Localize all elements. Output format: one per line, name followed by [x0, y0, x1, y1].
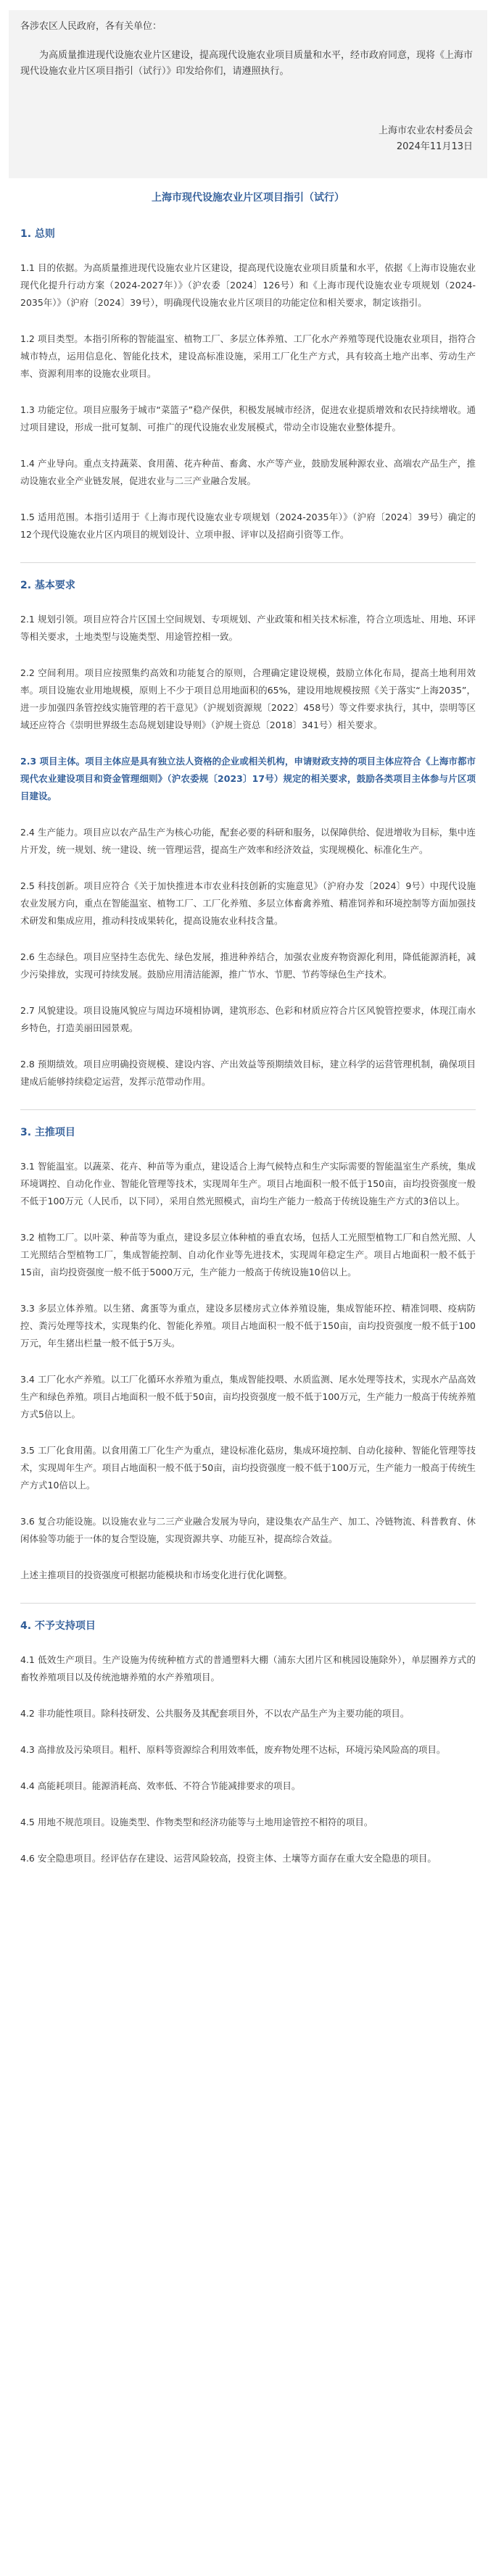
section-paragraph: 4.2 非功能性项目。除科技研发、公共服务及其配套项目外，不以农产品生产为主要功能的项目。 — [20, 1708, 410, 1719]
section-heading: 1. 总则 — [20, 228, 55, 240]
section-heading: 2. 基本要求 — [20, 580, 75, 591]
section-paragraph: 4.4 高能耗项目。能源消耗高、效率低、不符合节能减排要求的项目。 — [20, 1780, 301, 1791]
notice-box — [9, 10, 487, 178]
section-paragraph: 4.1 低效生产项目。生产设施为传统种植方式的普通塑料大棚（浦东大团片区和桃园设施除外），单层圈养方式的畜牧养殖项目以及传统池塘养殖的水产养殖项目。 — [20, 1654, 476, 1683]
section-paragraph: 3.3 多层立体养殖。以生猪、禽蛋等为重点，建设多层楼房式立体养殖设施，集成智能环控、精准饲喂、疫病防控、粪污处理等技术，实现集约化、智能化养殖。项目占地面积一般不低于150亩，亩均投资强度一般不低于100万元，年生猪出栏量一般不低于5万头。 — [20, 1303, 476, 1349]
section-paragraph: 1.5 适用范围。本指引适用于《上海市现代设施农业专项规划（2024-2035年）》（沪府〔2024〕39号）确定的12个现代设施农业片区内项目的规划设计、立项申报、评审以及招商引资等工作。 — [20, 512, 476, 540]
section-paragraph: 3.1 智能温室。以蔬菜、花卉、种苗等为重点，建设适合上海气候特点和生产实际需要的智能温室生产系统，集成环境调控、自动化作业、智能化管理等技术，实现周年生产。项目占地面积一般不低于150亩，亩均投资强度一般不低于100万元（人民币，以下同），采用自然光照模式，亩均生产能力一般高于传统设施生产方式的3倍以上。 — [20, 1161, 476, 1206]
section-paragraph: 1.4 产业导向。重点支持蔬菜、食用菌、花卉种苗、畜禽、水产等产业，鼓励发展种源农业、高端农产品生产，推动设施农业全产业链发展，促进农业与二三产业融合发展。 — [20, 458, 476, 486]
section-paragraph: 3.6 复合功能设施。以设施农业与二三产业融合发展为导向，建设集农产品生产、加工、冷链物流、科普教育、休闲体验等功能于一体的复合型设施，实现资源共享、功能互补，提高综合效益。 — [20, 1516, 476, 1544]
notice-body: 为高质量推进现代设施农业片区建设，提高现代设施农业项目质量和水平，经市政府同意，现将《上海市现代设施农业片区项目指引（试行）》印发给你们，请遵照执行。 — [20, 50, 474, 77]
section-paragraph: 2.2 空间利用。项目应按照集约高效和功能复合的原则，合理确定建设规模，鼓励立体化布局，提高土地利用效率。项目设施农业用地规模，原则上不少于项目总用地面积的65%，建设用地规模按照《关于落实“上海2035”，进一步加强四条管控线实施管理的若干意见》（沪规划资源规〔2022〕458号）等文件要求执行，其中，崇明等区域还应符合《崇明世界级生态岛规划建设导则》（沪规土资总〔2018〕341号）相关要求。 — [20, 667, 476, 730]
section-paragraph: 1.3 功能定位。项目应服务于城市“菜篮子”稳产保供，积极发展城市经济，促进农业提质增效和农民持续增收。通过项目建设，形成一批可复制、可推广的现代设施农业发展模式，带动全市设施农业整体提升。 — [20, 404, 476, 433]
notice-signature — [379, 123, 473, 155]
section-paragraph: 2.3 项目主体。项目主体应是具有独立法人资格的企业或相关机构，申请财政支持的项目主体应符合《上海市都市现代农业建设项目和资金管理细则》（沪农委规〔2023〕17号）规定的相关要求，鼓励各类项目主体参与片区项目建设。 — [20, 756, 476, 801]
section-paragraph: 4.6 安全隐患项目。经评估存在建设、运营风险较高，投资主体、土壤等方面存在重大安全隐患的项目。 — [20, 1853, 437, 1864]
section-divider — [20, 1603, 476, 1604]
section-heading: 3. 主推项目 — [20, 1127, 75, 1138]
notice-signer: 上海市农业农村委员会 — [378, 125, 473, 136]
section-paragraph: 2.5 科技创新。项目应符合《关于加快推进本市农业科技创新的实施意见》（沪府办发〔2024〕9号）中现代设施农业发展方向，重点在智能温室、植物工厂、工厂化养殖、多层立体畜禽养殖、精准饲养和环境控制等方面加强技术研发和集成应用，推动科技成果转化，提高设施农业科技含量。 — [20, 880, 476, 926]
section-paragraph: 4.5 用地不规范项目。设施类型、作物类型和经济功能等与土地用途管控不相符的项目。 — [20, 1817, 373, 1827]
section-paragraph: 上述主推项目的投资强度可根据功能模块和市场变化进行优化调整。 — [20, 1570, 293, 1580]
section-paragraph: 1.1 目的依据。为高质量推进现代设施农业片区建设，提高现代设施农业项目质量和水平，依据《上海市设施农业现代化提升行动方案（2024-2027年）》（沪农委〔2024〕126号）和《上海市现代设施农业专项规划（2024-2035年）》（沪府〔2024〕39号），明确现代设施农业片区项目的功能定位和相关要求，制定该指引。 — [20, 262, 476, 308]
section-paragraph: 3.5 工厂化食用菌。以食用菌工厂化生产为重点，建设标准化菇房，集成环境控制、自动化接种、智能化管理等技术，实现周年生产。项目占地面积一般不低于50亩，亩均投资强度一般不低于100万元，生产能力一般高于传统生产方式10倍以上。 — [20, 1445, 476, 1491]
section-paragraph: 2.4 生产能力。项目应以农产品生产为核心功能，配套必要的科研和服务，以保障供给、促进增收为目标，集中连片开发，统一规划、统一建设、统一管理运营，提高生产效率和经济效益，实现规模化、标准化生产。 — [20, 827, 476, 855]
section-heading: 4. 不予支持项目 — [20, 1620, 96, 1632]
section-paragraph: 2.1 规划引领。项目应符合片区国土空间规划、专项规划、产业政策和相关技术标准，符合立项选址、用地、环评等相关要求，土地类型与设施类型、用途管控相一致。 — [20, 614, 476, 642]
document-title: 上海市现代设施农业片区项目指引（试行） — [152, 192, 344, 204]
section-divider — [20, 562, 476, 563]
section-paragraph: 3.4 工厂化水产养殖。以工厂化循环水养殖为重点，集成智能投喂、水质监测、尾水处理等技术，实现水产品高效生产和绿色养殖。项目占地面积一般不低于50亩，亩均投资强度一般不低于100万元，生产能力一般高于传统养殖方式5倍以上。 — [20, 1374, 476, 1420]
document-body — [20, 190, 476, 1886]
section-paragraph: 4.3 高排放及污染项目。粗杆、原料等资源综合利用效率低，废弃物处理不达标，环境污染风险高的项目。 — [20, 1744, 446, 1755]
section-paragraph: 2.6 生态绿色。项目应坚持生态优先、绿色发展，推进种养结合，加强农业废弃物资源化利用，降低能源消耗，减少污染排放，实现可持续发展。鼓励应用清洁能源，推广节水、节肥、节药等绿色生产技术。 — [20, 951, 476, 980]
section-paragraph: 2.7 风貌建设。项目设施风貌应与周边环境相协调，建筑形态、色彩和材质应符合片区风貌管控要求，体现江南水乡特色，打造美丽田园景观。 — [20, 1005, 476, 1033]
notice-date: 2024年11月13日 — [396, 141, 473, 152]
section-divider — [20, 1109, 476, 1110]
section-paragraph: 3.2 植物工厂。以叶菜、种苗等为重点，建设多层立体种植的垂直农场，包括人工光照型植物工厂和自然光照、人工光照结合型植物工厂，集成智能控制、自动化作业等先进技术，实现周年稳定生产。项目占地面积一般不低于15亩，亩均投资强度一般不低于5000万元，生产能力一般高于传统设施10倍以上。 — [20, 1232, 476, 1277]
section-paragraph: 2.8 预期绩效。项目应明确投资规模、建设内容、产出效益等预期绩效目标，建立科学的运营管理机制，确保项目建成后能够持续稳定运营，发挥示范带动作用。 — [20, 1059, 476, 1087]
section-paragraph: 1.2 项目类型。本指引所称的智能温室、植物工厂、多层立体养殖、工厂化水产养殖等现代设施农业项目，指符合城市特点，运用信息化、智能化技术，建设高标准设施，采用工厂化生产方式，具有较高土地产出率、劳动生产率、资源利用率的设施农业项目。 — [20, 333, 476, 379]
notice-address: 各涉农区人民政府，各有关单位： — [20, 21, 162, 32]
sections-container — [20, 226, 476, 1867]
